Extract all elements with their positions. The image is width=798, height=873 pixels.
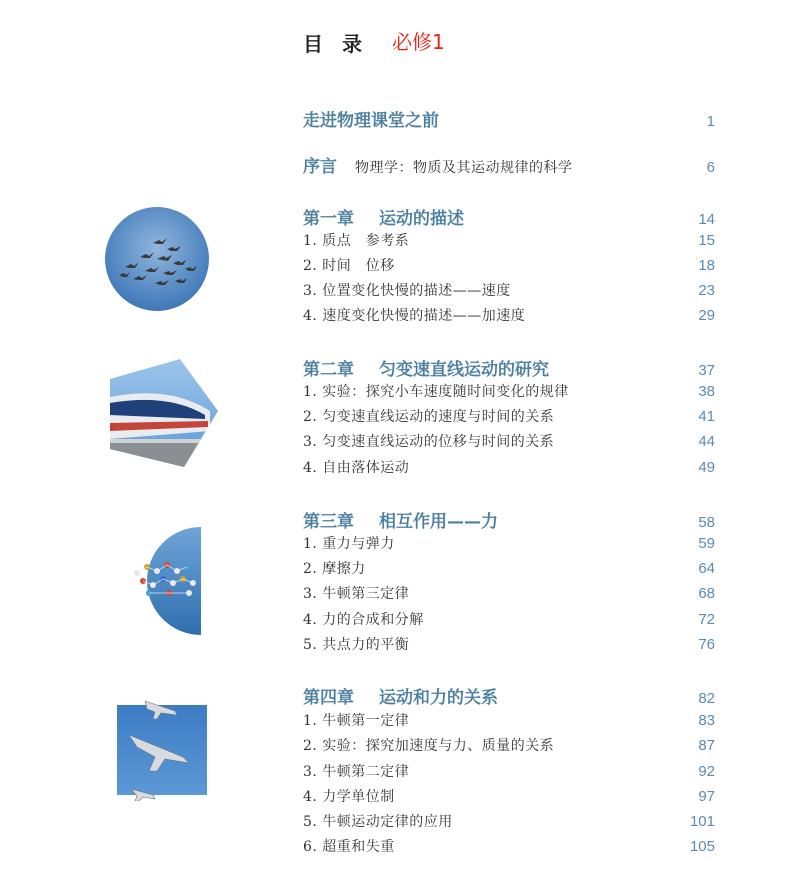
toc-entry-preface[interactable] xyxy=(303,152,715,177)
toc-section-entry[interactable]: 4. 速度变化快慢的描述——加速度 29 xyxy=(303,307,715,324)
toc-section-entry[interactable]: 3. 位置变化快慢的描述——速度 23 xyxy=(303,282,715,299)
toc-section-entry[interactable]: 1. 牛顿第一定律 83 xyxy=(303,712,715,729)
toc-section-entry[interactable]: 3. 匀变速直线运动的位移与时间的关系 44 xyxy=(303,433,715,450)
toc-section-entry[interactable]: 2. 摩擦力 64 xyxy=(303,560,715,577)
entry-title: 走进物理课堂之前 xyxy=(303,111,439,131)
birds-flying-image xyxy=(105,207,210,312)
toc-section-entry[interactable]: 1. 质点 参考系 15 xyxy=(303,232,715,249)
toc-section-entry[interactable]: 2. 时间 位移 18 xyxy=(303,257,715,274)
chapter-number: 第一章 xyxy=(303,209,354,229)
chapter-title: 运动和力的关系 xyxy=(379,688,498,708)
entry-page: 6 xyxy=(706,159,715,176)
maglev-train-image xyxy=(110,359,218,467)
chapter-heading-4[interactable] xyxy=(303,683,715,708)
toc-section-entry[interactable]: 2. 实验：探究加速度与力、质量的关系 87 xyxy=(303,737,715,754)
chapter-page: 37 xyxy=(698,362,715,379)
chapter-number: 第三章 xyxy=(303,512,354,532)
chapter-title: 相互作用——力 xyxy=(379,512,498,532)
toc-entry-intro[interactable] xyxy=(303,106,715,131)
toc-section-entry[interactable]: 4. 自由落体运动 49 xyxy=(303,459,715,476)
toc-section-entry[interactable]: 4. 力的合成和分解 72 xyxy=(303,611,715,628)
chapter-heading-3[interactable] xyxy=(303,507,715,532)
toc-section-entry[interactable]: 3. 牛顿第三定律 68 xyxy=(303,585,715,602)
toc-section-entry[interactable]: 1. 实验：探究小车速度随时间变化的规律 38 xyxy=(303,383,715,400)
chapter-page: 14 xyxy=(698,211,715,228)
toc-section-entry[interactable]: 1. 重力与弹力 59 xyxy=(303,535,715,552)
fighter-jets-image xyxy=(117,697,209,801)
chapter-number: 第四章 xyxy=(303,688,354,708)
toc-section-entry[interactable]: 6. 超重和失重 105 xyxy=(303,838,715,855)
entry-subtitle: 物理学：物质及其运动规律的科学 xyxy=(355,160,573,176)
chapter-title: 匀变速直线运动的研究 xyxy=(379,360,549,380)
chapter-heading-2[interactable] xyxy=(303,355,715,380)
chapter-title: 运动的描述 xyxy=(379,209,464,229)
entry-page: 1 xyxy=(706,113,715,130)
entry-title: 序言 xyxy=(303,157,337,177)
toc-section-entry[interactable]: 2. 匀变速直线运动的速度与时间的关系 41 xyxy=(303,408,715,425)
toc-section-entry[interactable]: 5. 共点力的平衡 76 xyxy=(303,636,715,653)
chapter-page: 58 xyxy=(698,514,715,531)
chapter-page: 82 xyxy=(698,690,715,707)
toc-section-entry[interactable]: 3. 牛顿第二定律 92 xyxy=(303,763,715,780)
chapter-heading-1[interactable] xyxy=(303,204,715,229)
chapter-number: 第二章 xyxy=(303,360,354,380)
toc-section-entry[interactable]: 5. 牛顿运动定律的应用 101 xyxy=(303,813,715,830)
toc-section-entry[interactable]: 4. 力学单位制 97 xyxy=(303,788,715,805)
page-title: 目 录 xyxy=(303,32,368,56)
skydivers-formation-image xyxy=(113,527,205,635)
volume-note: 必修1 xyxy=(392,30,445,54)
